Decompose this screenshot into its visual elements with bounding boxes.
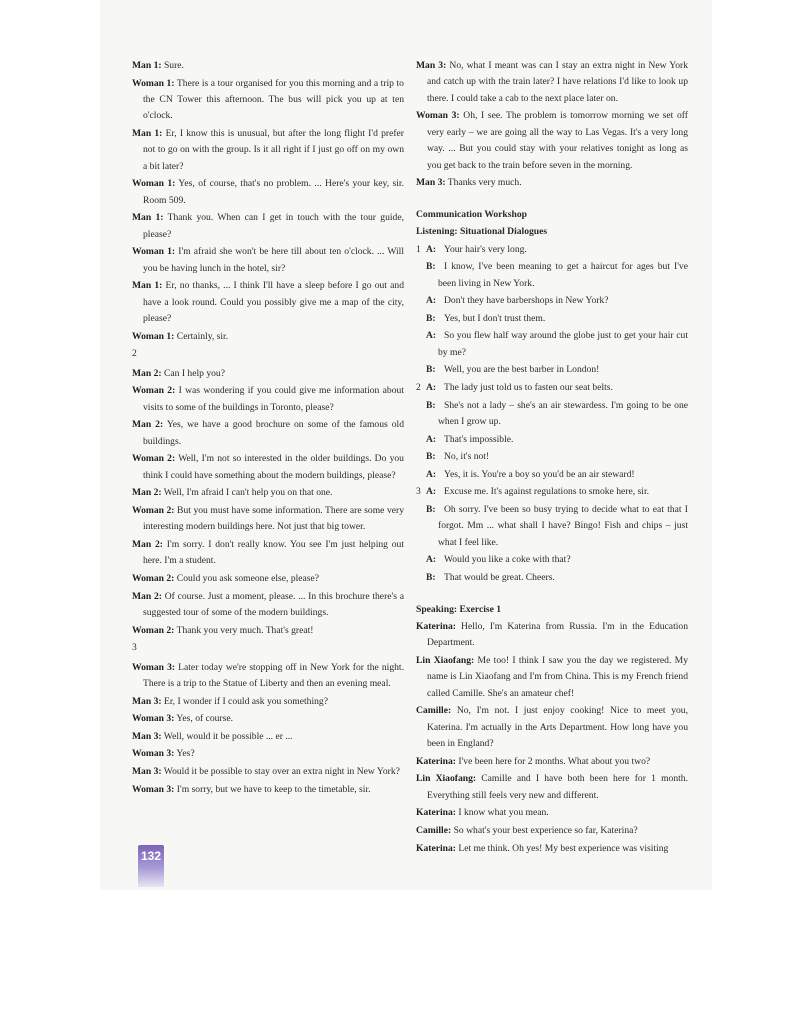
speaker-label: Man 1:	[132, 128, 163, 139]
situational-line	[416, 570, 688, 586]
dialogue-line	[416, 703, 688, 752]
speech-text: Camille and I have both been here for 1 month. Everything still feels very new and different.	[427, 773, 688, 801]
speaker-label: A:	[426, 295, 437, 307]
dialogue-line	[416, 771, 688, 804]
speaker-label: B:	[426, 503, 436, 515]
dialogue-line	[132, 451, 404, 484]
listening-heading: Listening: Situational Dialogues	[416, 226, 548, 238]
dialogue-line	[132, 746, 404, 762]
dialogue-line	[416, 841, 688, 857]
speech-text: Well, you are the best barber in London!	[444, 364, 600, 376]
dialogue-line	[132, 711, 404, 727]
dialogue-line	[132, 244, 404, 277]
speaker-label: Camille:	[416, 705, 452, 717]
dialogue-line	[132, 782, 404, 798]
speaker-label: Woman 2:	[132, 385, 176, 397]
speech-text: Would it be possible to stay over an extra night in New York?	[161, 765, 400, 777]
situational-line	[416, 362, 688, 378]
speaker-label: Woman 1:	[132, 330, 175, 342]
speaker-label: B:	[426, 261, 436, 273]
dialogue-line	[132, 623, 404, 639]
speech-text: That would be great. Cheers.	[444, 571, 555, 583]
speech-text: Well, I'm not so interested in the older buildings. Do you think I could have something about the modern buildings, please?	[143, 453, 404, 481]
dialogue-line	[132, 503, 404, 536]
speech-text: The lady just told us to fasten our seat belts.	[444, 382, 613, 393]
dialogue-line	[132, 485, 404, 501]
speaking-heading: Speaking: Exercise 1	[416, 603, 502, 615]
speech-text: Hello, I'm Katerina from Russia. I'm in the Education Department.	[427, 620, 688, 649]
speaker-label: A:	[426, 433, 437, 445]
dialogue-line	[132, 366, 404, 382]
dialogue-line	[132, 278, 404, 327]
speech-text: Your hair's very long.	[444, 243, 527, 255]
dialogue-line	[132, 537, 404, 570]
situational-line	[416, 398, 688, 431]
page-number: 132	[140, 849, 162, 863]
speaker-label: Man 1:	[132, 280, 163, 292]
dialogue-number: 2	[416, 382, 421, 393]
speech-text: So what's your best experience so far, Katerina?	[451, 824, 638, 836]
dialogue-line	[132, 58, 404, 74]
dialogue-line	[132, 210, 404, 243]
speech-text: Yes, of course.	[174, 713, 234, 725]
speaker-label: Woman 3:	[132, 783, 175, 795]
situational-line	[416, 552, 688, 568]
speaker-label: Katerina:	[416, 755, 456, 767]
speech-text: So you flew half way around the globe just to get your hair cut by me?	[438, 330, 688, 358]
speaker-label: Man 1:	[132, 212, 164, 224]
dialogue-line	[132, 764, 404, 780]
speech-text: But you must have some information. There are some very interesting modern buildings here. Not just that big tower.	[143, 505, 404, 533]
speaker-label: Woman 3:	[132, 748, 175, 760]
speech-text: I've been here for 2 months. What about you two?	[455, 755, 651, 767]
speech-text: I know what you mean.	[455, 807, 549, 819]
speech-text: Oh, I see. The problem is tomorrow morning we set off very early – we are going all the way to Las Vegas. It's a very long way. ... But you could stay with your relatives tonight as long as you get back to the train before seven in the morning.	[427, 110, 688, 171]
speech-text: That's impossible.	[444, 433, 514, 445]
speech-text: Yes?	[174, 748, 195, 760]
dialogue-line	[132, 729, 404, 745]
speech-text: Yes, we have a good brochure on some of the famous old buildings.	[143, 419, 405, 447]
speech-text: Yes, of course, that's no problem. ... Here's your key, sir. Room 509.	[143, 178, 404, 206]
situational-line	[416, 380, 688, 396]
situational-line	[416, 242, 688, 258]
speaker-label: Katerina:	[416, 620, 456, 632]
speech-text: Let me think. Oh yes! My best experience was visiting	[455, 842, 669, 854]
speech-text: Excuse me. It's against regulations to smoke here, sir.	[444, 486, 650, 498]
dialogue-line	[416, 108, 688, 174]
speaker-label: Man 3:	[132, 730, 162, 742]
dialogue-line	[132, 417, 404, 450]
speech-text: I'm sorry. I don't really know. You see I'm just helping out here. I'm a student.	[143, 539, 405, 567]
left-column	[132, 58, 404, 799]
right-top-dialogue	[416, 58, 688, 192]
dialogue-line	[132, 660, 404, 693]
dialogue-line	[416, 619, 688, 652]
situational-line	[416, 467, 688, 483]
situational-line	[416, 328, 688, 361]
speech-text: I'm afraid she won't be here till about ten o'clock. ... Will you be having lunch in the hotel, sir?	[143, 246, 404, 274]
speech-text: Certainly, sir.	[174, 330, 229, 342]
speaker-label: A:	[426, 554, 437, 566]
dialogue-line	[132, 76, 404, 125]
speaker-label: Katerina:	[416, 807, 456, 819]
speaker-label: Man 3:	[132, 695, 162, 707]
speaker-label: Woman 2:	[132, 453, 176, 465]
situational-line	[416, 484, 688, 500]
speech-text: Of course. Just a moment, please. ... In this brochure there's a suggested tour of some of the modern buildings.	[143, 590, 404, 618]
speaker-label: B:	[426, 451, 436, 463]
situational-line	[416, 293, 688, 309]
speaker-label: Camille:	[416, 824, 452, 836]
speaker-label: Woman 1:	[132, 178, 176, 190]
dialogue-line	[132, 176, 404, 209]
dialogue-line	[416, 805, 688, 821]
speaker-label: Man 3:	[132, 765, 162, 777]
section-number: 2	[132, 348, 137, 360]
dialogue-line	[132, 589, 404, 622]
dialogue-number: 1	[416, 243, 421, 255]
dialogue-number: 3	[416, 486, 421, 498]
speech-text: Oh sorry. I've been so busy trying to decide what to eat that I forgot. Mm ... what shall I have? Bingo! Fish and chips – just what I feel like.	[438, 503, 688, 548]
situational-line	[416, 502, 688, 551]
speech-text: I know, I've been meaning to get a haircut for ages but I've been living in New York.	[438, 261, 688, 289]
dialogue-line	[132, 383, 404, 416]
speaker-label: Woman 3:	[416, 110, 460, 122]
speaker-label: Man 2:	[132, 419, 164, 431]
dialogue-line	[416, 175, 688, 191]
speech-text: Yes, but I don't trust them.	[444, 312, 546, 324]
situational-dialogues	[416, 242, 688, 587]
speaker-label: A:	[426, 243, 437, 255]
speech-text: Sure.	[161, 60, 184, 71]
speech-text: Er, I wonder if I could ask you something?	[161, 695, 328, 707]
dialogue-line	[132, 329, 404, 345]
speech-text: Er, no thanks, ... I think I'll have a sleep before I go out and have a look round. Could you possibly give me a map of the city, please?	[143, 280, 404, 325]
speaker-label: Man 3:	[416, 177, 446, 189]
situational-line	[416, 432, 688, 448]
speech-text: Yes, it is. You're a boy so you'd be an air steward!	[444, 468, 635, 480]
speaker-label: Man 2:	[132, 590, 162, 602]
speech-text: There is a tour organised for you this morning and a trip to the CN Tower this afternoon. The bus will pick you up at ten o'clock.	[143, 77, 404, 122]
speech-text: Thank you very much. That's great!	[174, 624, 314, 636]
speaker-label: Man 3:	[416, 60, 447, 71]
speaker-label: Woman 2:	[132, 624, 175, 636]
speech-text: Er, I know this is unusual, but after the long flight I'd prefer not to go on with the group. Is it all right if I just go off on my own a bit later?	[143, 128, 404, 172]
speaker-label: Lin Xiaofang:	[416, 773, 477, 785]
dialogue-line	[132, 126, 404, 175]
speech-text: I'm sorry, but we have to keep to the timetable, sir.	[174, 783, 371, 795]
speaker-label: Woman 1:	[132, 246, 176, 258]
speech-text: Thanks very much.	[445, 177, 522, 189]
speech-text: Can I help you?	[161, 367, 225, 379]
speaker-label: Katerina:	[416, 842, 456, 854]
dialogue-line	[416, 823, 688, 839]
speech-text: Don't they have barbershops in New York?	[444, 295, 609, 307]
speech-text: No, it's not!	[444, 451, 490, 463]
speaker-label: Lin Xiaofang:	[416, 654, 475, 666]
right-column	[416, 58, 688, 858]
speech-text: No, I'm not. I just enjoy cooking! Nice to meet you, Katerina. I'm actually in the Arts Department. How long have you been in England?	[427, 705, 688, 750]
speaker-label: B:	[426, 571, 436, 583]
speaker-label: Woman 1:	[132, 77, 175, 89]
dialogue-line	[416, 653, 688, 702]
speech-text: I was wondering if you could give me information about visits to some of the buildings in Toronto, please?	[143, 385, 404, 413]
speech-text: No, what I meant was can I stay an extra night in New York and catch up with the train later? I have relations I'd like to look up there. I could take a cab to the next place later on.	[427, 60, 689, 104]
speaker-label: Man 1:	[132, 60, 162, 71]
speech-text: Thank you. When can I get in touch with the tour guide, please?	[143, 212, 405, 240]
section-number: 3	[132, 642, 137, 654]
situational-line	[416, 311, 688, 327]
dialogue-line	[132, 571, 404, 587]
speech-text: Well, would it be possible ... er ...	[161, 730, 293, 742]
situational-line	[416, 259, 688, 292]
speech-text: Would you like a coke with that?	[444, 554, 571, 566]
workshop-heading: Communication Workshop	[416, 208, 527, 220]
speaker-label: B:	[426, 364, 436, 376]
speaker-label: A:	[426, 486, 437, 498]
speaker-label: B:	[426, 312, 436, 324]
speaker-label: Man 2:	[132, 487, 162, 499]
speaker-label: Man 2:	[132, 367, 162, 379]
speech-text: Later today we're stopping off in New York for the night. There is a trip to the Statue of Liberty and then an evening meal.	[143, 661, 404, 689]
speaking-dialogue	[416, 619, 688, 857]
speaker-label: Woman 3:	[132, 661, 176, 673]
speech-text: Could you ask someone else, please?	[174, 573, 320, 584]
speaker-label: B:	[426, 399, 436, 411]
speaker-label: A:	[426, 468, 437, 480]
speaker-label: A:	[426, 330, 437, 342]
speaker-label: Woman 2:	[132, 505, 175, 516]
dialogue-line	[416, 58, 688, 107]
speaker-label: Woman 2:	[132, 573, 175, 584]
speaker-label: Man 2:	[132, 539, 163, 550]
speech-text: Me too! I think I saw you the day we registered. My name is Lin Xiaofang and I'm from China. This is my French friend called Camille. She's an amateur chef!	[427, 654, 688, 699]
dialogue-line	[132, 694, 404, 710]
speaker-label: A:	[426, 382, 437, 393]
speaker-label: Woman 3:	[132, 713, 175, 725]
situational-line	[416, 449, 688, 465]
dialogue-line	[416, 754, 688, 770]
speech-text: She's not a lady – she's an air stewardess. I'm going to be one when I grow up.	[438, 399, 688, 427]
speech-text: Well, I'm afraid I can't help you on that one.	[161, 487, 333, 499]
